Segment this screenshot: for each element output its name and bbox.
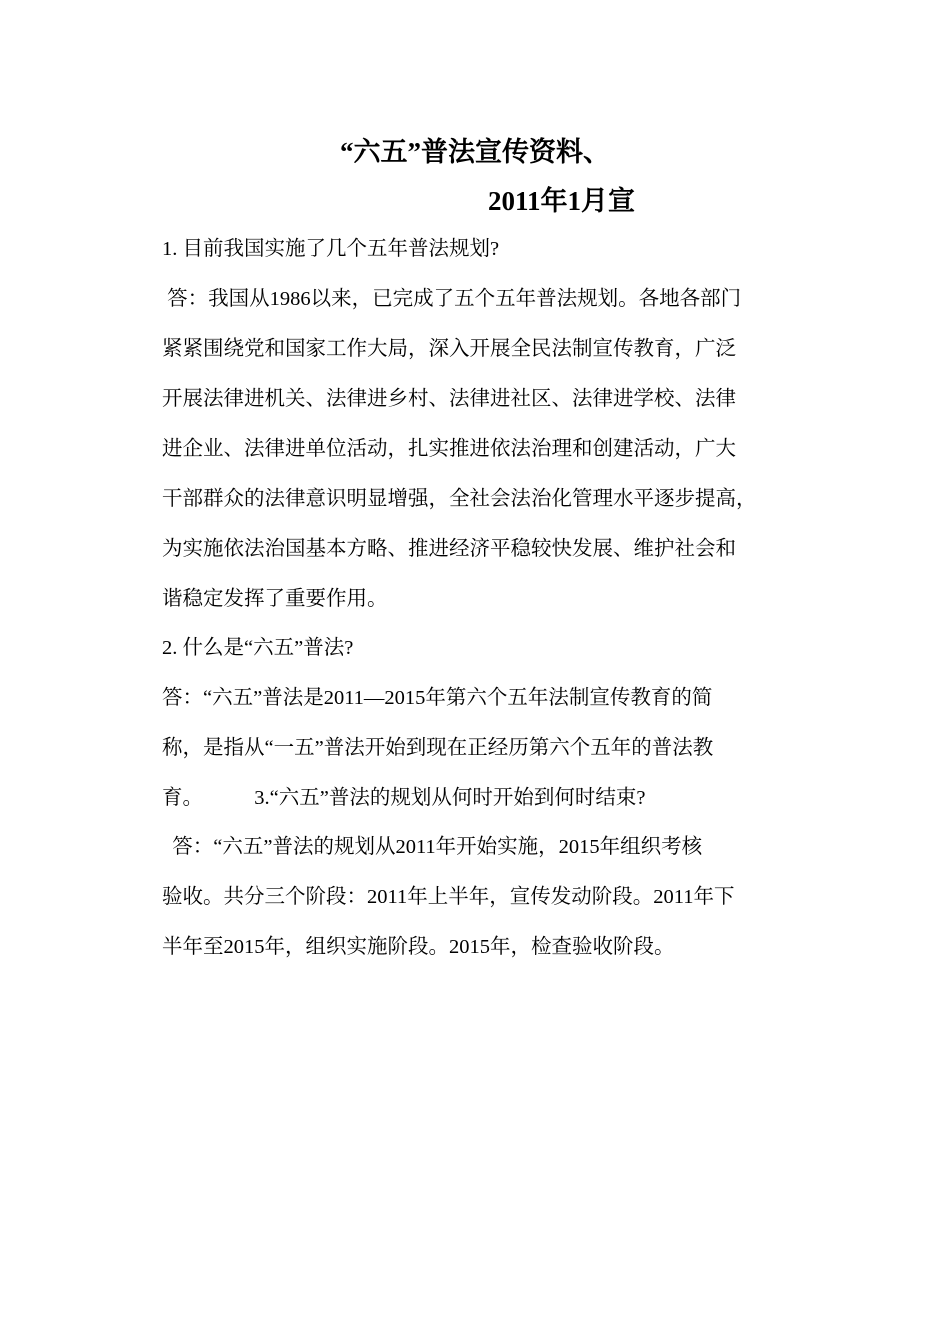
answer-1-line: 紧紧围绕党和国家工作大局，深入开展全民法制宣传教育，广泛 xyxy=(162,338,736,360)
answer-2-line: 答：“六五”普法是2011—2015年第六个五年法制宣传教育的简 xyxy=(162,687,713,709)
document-subtitle-date: 2011年1月宣 xyxy=(488,186,636,216)
answer-1-line: 干部群众的法律意识明显增强，全社会法治化管理水平逐步提高， xyxy=(162,488,757,510)
answer-2-line: 称，是指从“一五”普法开始到现在正经历第六个五年的普法教 xyxy=(162,737,714,759)
answer-1-line: 答：我国从1986以来，已完成了五个五年普法规划。各地各部门 xyxy=(162,288,742,310)
answer-1-line: 谐稳定发挥了重要作用。 xyxy=(162,588,388,610)
answer-3-line: 半年至2015年，组织实施阶段。2015年，检查验收阶段。 xyxy=(162,936,675,958)
document-title: “六五”普法宣传资料、 xyxy=(340,137,610,167)
question-2: 2. 什么是“六五”普法? xyxy=(162,637,354,659)
question-1: 1. 目前我国实施了几个五年普法规划? xyxy=(162,238,500,260)
answer-1-line: 为实施依法治国基本方略、推进经济平稳较快发展、维护社会和 xyxy=(162,538,736,560)
answer-3-line: 验收。共分三个阶段：2011年上半年，宣传发动阶段。2011年下 xyxy=(162,886,735,908)
answer-2-and-question-3: 育。 3.“六五”普法的规划从何时开始到何时结束? xyxy=(162,787,646,809)
answer-3-line: 答：“六五”普法的规划从2011年开始实施，2015年组织考核 xyxy=(162,836,703,858)
answer-1-line: 进企业、法律进单位活动，扎实推进依法治理和创建活动，广大 xyxy=(162,438,736,460)
answer-1-line: 开展法律进机关、法律进乡村、法律进社区、法律进学校、法律 xyxy=(162,388,736,410)
